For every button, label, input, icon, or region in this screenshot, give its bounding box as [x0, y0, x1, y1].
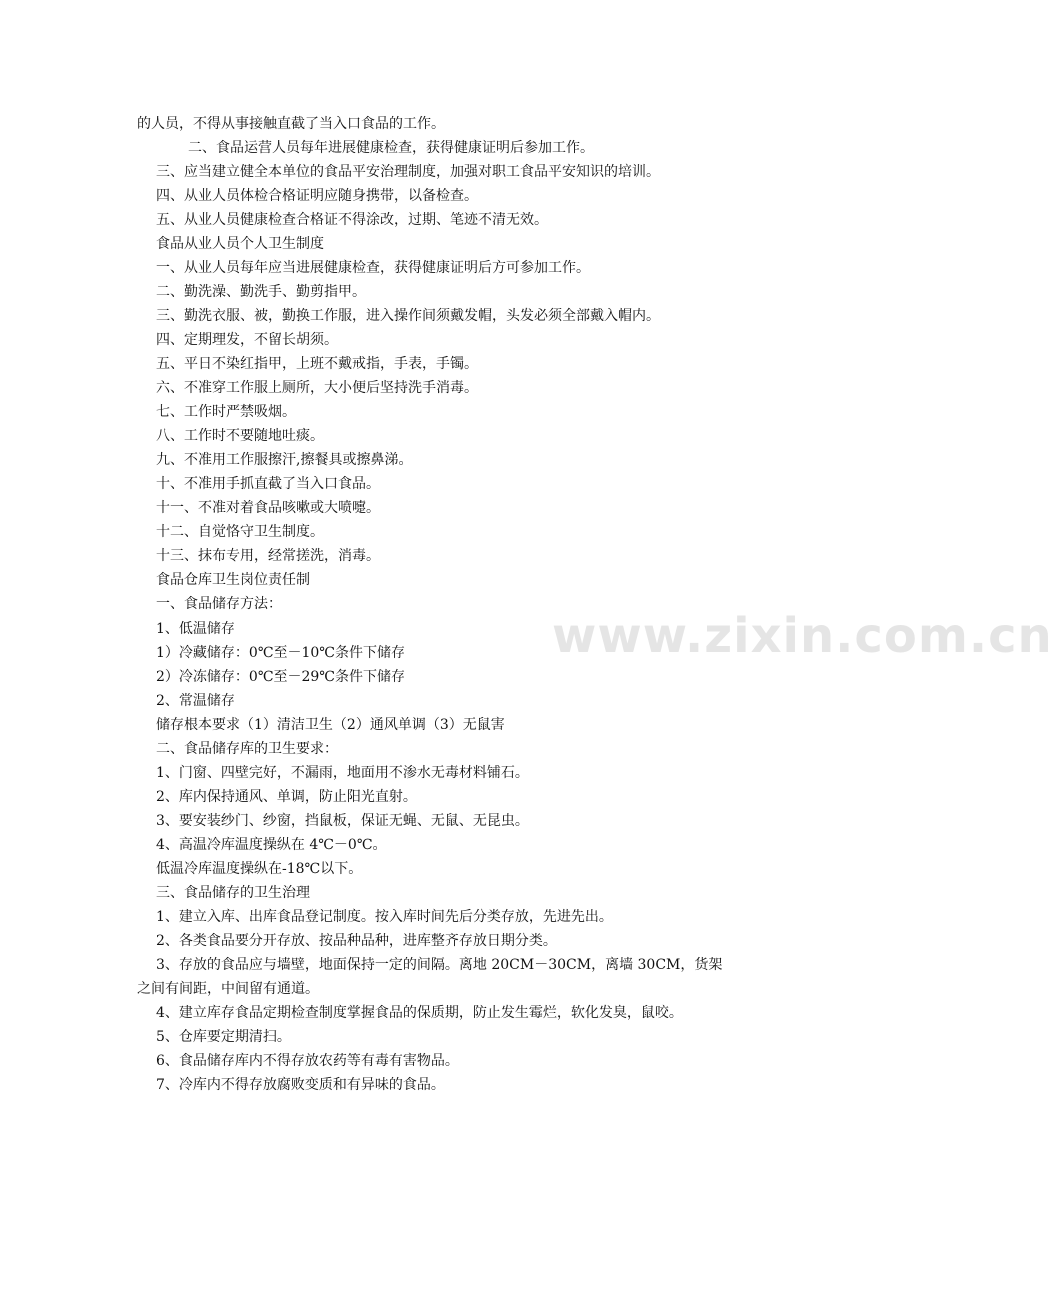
- text-line: 3、存放的食品应与墙壁，地面保持一定的间隔。离地 20CM－30CM，离墙 30CM，货架: [156, 957, 723, 973]
- text-line: 十一、不准对着食品咳嗽或大喷嚏。: [156, 500, 380, 516]
- section-heading: 食品从业人员个人卫生制度: [156, 236, 324, 252]
- text-line: 1、建立入库、出库食品登记制度。按入库时间先后分类存放，先进先出。: [156, 909, 613, 925]
- text-line: 三、应当建立健全本单位的食品平安治理制度，加强对职工食品平安知识的培训。: [156, 164, 660, 180]
- text-line: 二、食品储存库的卫生要求：: [156, 741, 338, 757]
- text-line: 三、食品储存的卫生治理: [156, 885, 310, 901]
- text-line: 2、各类食品要分开存放、按品种品种，进库整齐存放日期分类。: [156, 933, 557, 949]
- text-line: 7、冷库内不得存放腐败变质和有异味的食品。: [156, 1077, 445, 1093]
- text-line: 七、工作时严禁吸烟。: [156, 404, 296, 420]
- text-line: 6、食品储存库内不得存放农药等有毒有害物品。: [156, 1053, 459, 1069]
- text-line: 之间有间距，中间留有通道。: [137, 981, 319, 997]
- text-line: 1、门窗、四壁完好，不漏雨，地面用不渗水无毒材料铺石。: [156, 765, 529, 781]
- text-line: 五、从业人员健康检查合格证不得涂改，过期、笔迹不清无效。: [156, 212, 548, 228]
- section-heading: 食品仓库卫生岗位责任制: [156, 572, 310, 588]
- text-line: 2、常温储存: [156, 693, 235, 709]
- text-line: 1）冷藏储存：0℃至－10℃条件下储存: [156, 645, 405, 661]
- text-line: 五、平日不染红指甲，上班不戴戒指，手表，手镯。: [156, 356, 478, 372]
- text-line: 储存根本要求（1）清洁卫生（2）通风单调（3）无鼠害: [156, 717, 505, 733]
- text-line: 四、从业人员体检合格证明应随身携带，以备检查。: [156, 188, 478, 204]
- text-line: 二、勤洗澡、勤洗手、勤剪指甲。: [156, 284, 366, 300]
- text-line: 4、建立库存食品定期检查制度掌握食品的保质期，防止发生霉烂，软化发臭，鼠咬。: [156, 1005, 683, 1021]
- watermark: www.zixin.com.cn: [552, 608, 1053, 664]
- text-line: 六、不准穿工作服上厕所，大小便后坚持洗手消毒。: [156, 380, 478, 396]
- text-line: 四、定期理发，不留长胡须。: [156, 332, 338, 348]
- text-line: 5、仓库要定期清扫。: [156, 1029, 291, 1045]
- text-line: 1、低温储存: [156, 621, 235, 637]
- text-line: 十二、自觉恪守卫生制度。: [156, 524, 324, 540]
- text-line: 2）冷冻储存：0℃至－29℃条件下储存: [156, 669, 405, 685]
- text-line: 三、勤洗衣服、被，勤换工作服，进入操作间须戴发帽，头发必须全部戴入帽内。: [156, 308, 660, 324]
- text-line: 一、从业人员每年应当进展健康检查，获得健康证明后方可参加工作。: [156, 260, 590, 276]
- text-line: 二、食品运营人员每年进展健康检查，获得健康证明后参加工作。: [188, 140, 594, 156]
- text-line: 十三、抹布专用，经常搓洗，消毒。: [156, 548, 380, 564]
- text-line: 一、食品储存方法：: [156, 596, 282, 612]
- text-line: 2、库内保持通风、单调，防止阳光直射。: [156, 789, 417, 805]
- text-line: 十、不准用手抓直截了当入口食品。: [156, 476, 380, 492]
- text-line: 八、工作时不要随地吐痰。: [156, 428, 324, 444]
- text-line: 的人员，不得从事接触直截了当入口食品的工作。: [137, 116, 445, 132]
- text-line: 4、高温冷库温度操纵在 4℃－0℃。: [156, 837, 387, 853]
- text-line: 低温冷库温度操纵在-18℃以下。: [156, 861, 363, 877]
- text-line: 九、不准用工作服擦汗,擦餐具或擦鼻涕。: [156, 452, 413, 468]
- text-line: 3、要安装纱门、纱窗，挡鼠板，保证无蝇、无鼠、无昆虫。: [156, 813, 529, 829]
